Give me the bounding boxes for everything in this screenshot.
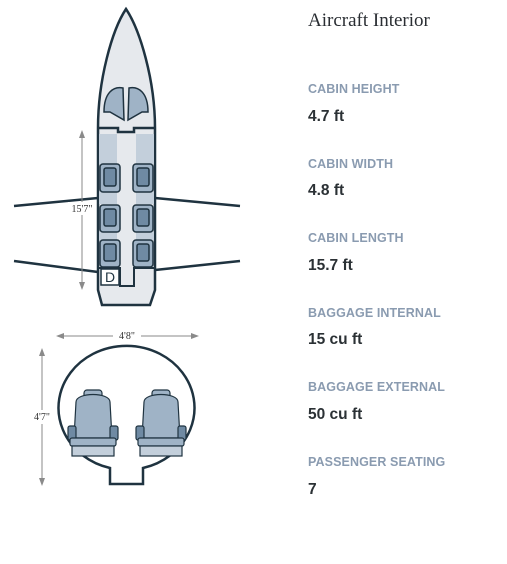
cabin-panel-left [99,134,117,164]
cabin-panel-mid-right [136,192,154,204]
spec-label-cabin-width: CABIN WIDTH [308,157,394,171]
spec-label-baggage-external: BAGGAGE EXTERNAL [308,380,446,394]
spec-value-cabin-width: 4.8 ft [308,182,345,199]
top-view [14,9,240,305]
right-wing [155,198,240,270]
spec-label-cabin-height: CABIN HEIGHT [308,82,400,96]
spec-value-cabin-length: 15.7 ft [308,257,353,274]
spec-value-passenger-seating: 7 [308,481,317,498]
door-marker: D [104,269,116,285]
spec-value-cabin-height: 4.7 ft [308,108,345,125]
cabin-panel-mid2-right [136,232,154,240]
spec-value-baggage-internal: 15 cu ft [308,331,363,348]
cabin-height-label: 4'7" [34,412,50,423]
cabin-length-label: 15'7" [71,204,93,215]
cabin-panel-mid2-left [99,232,117,240]
cross-section-view [28,328,199,486]
seat-row-1-left [100,164,120,192]
spec-label-passenger-seating: PASSENGER SEATING [308,455,446,469]
section-title: Aircraft Interior [308,10,430,31]
seat-row-2-right [133,205,153,232]
cabin-width-label: 4'8" [119,331,135,342]
spec-label-cabin-length: CABIN LENGTH [308,231,404,245]
cabin-panel-right [136,134,154,164]
seat-row-3-right [133,240,153,267]
seat-row-2-left [100,205,120,232]
spec-value-baggage-external: 50 cu ft [308,406,363,423]
spec-label-baggage-internal: BAGGAGE INTERNAL [308,306,441,320]
cabin-panel-mid-left [99,192,117,204]
seat-row-1-right [133,164,153,192]
seat-row-3-left [100,240,120,267]
